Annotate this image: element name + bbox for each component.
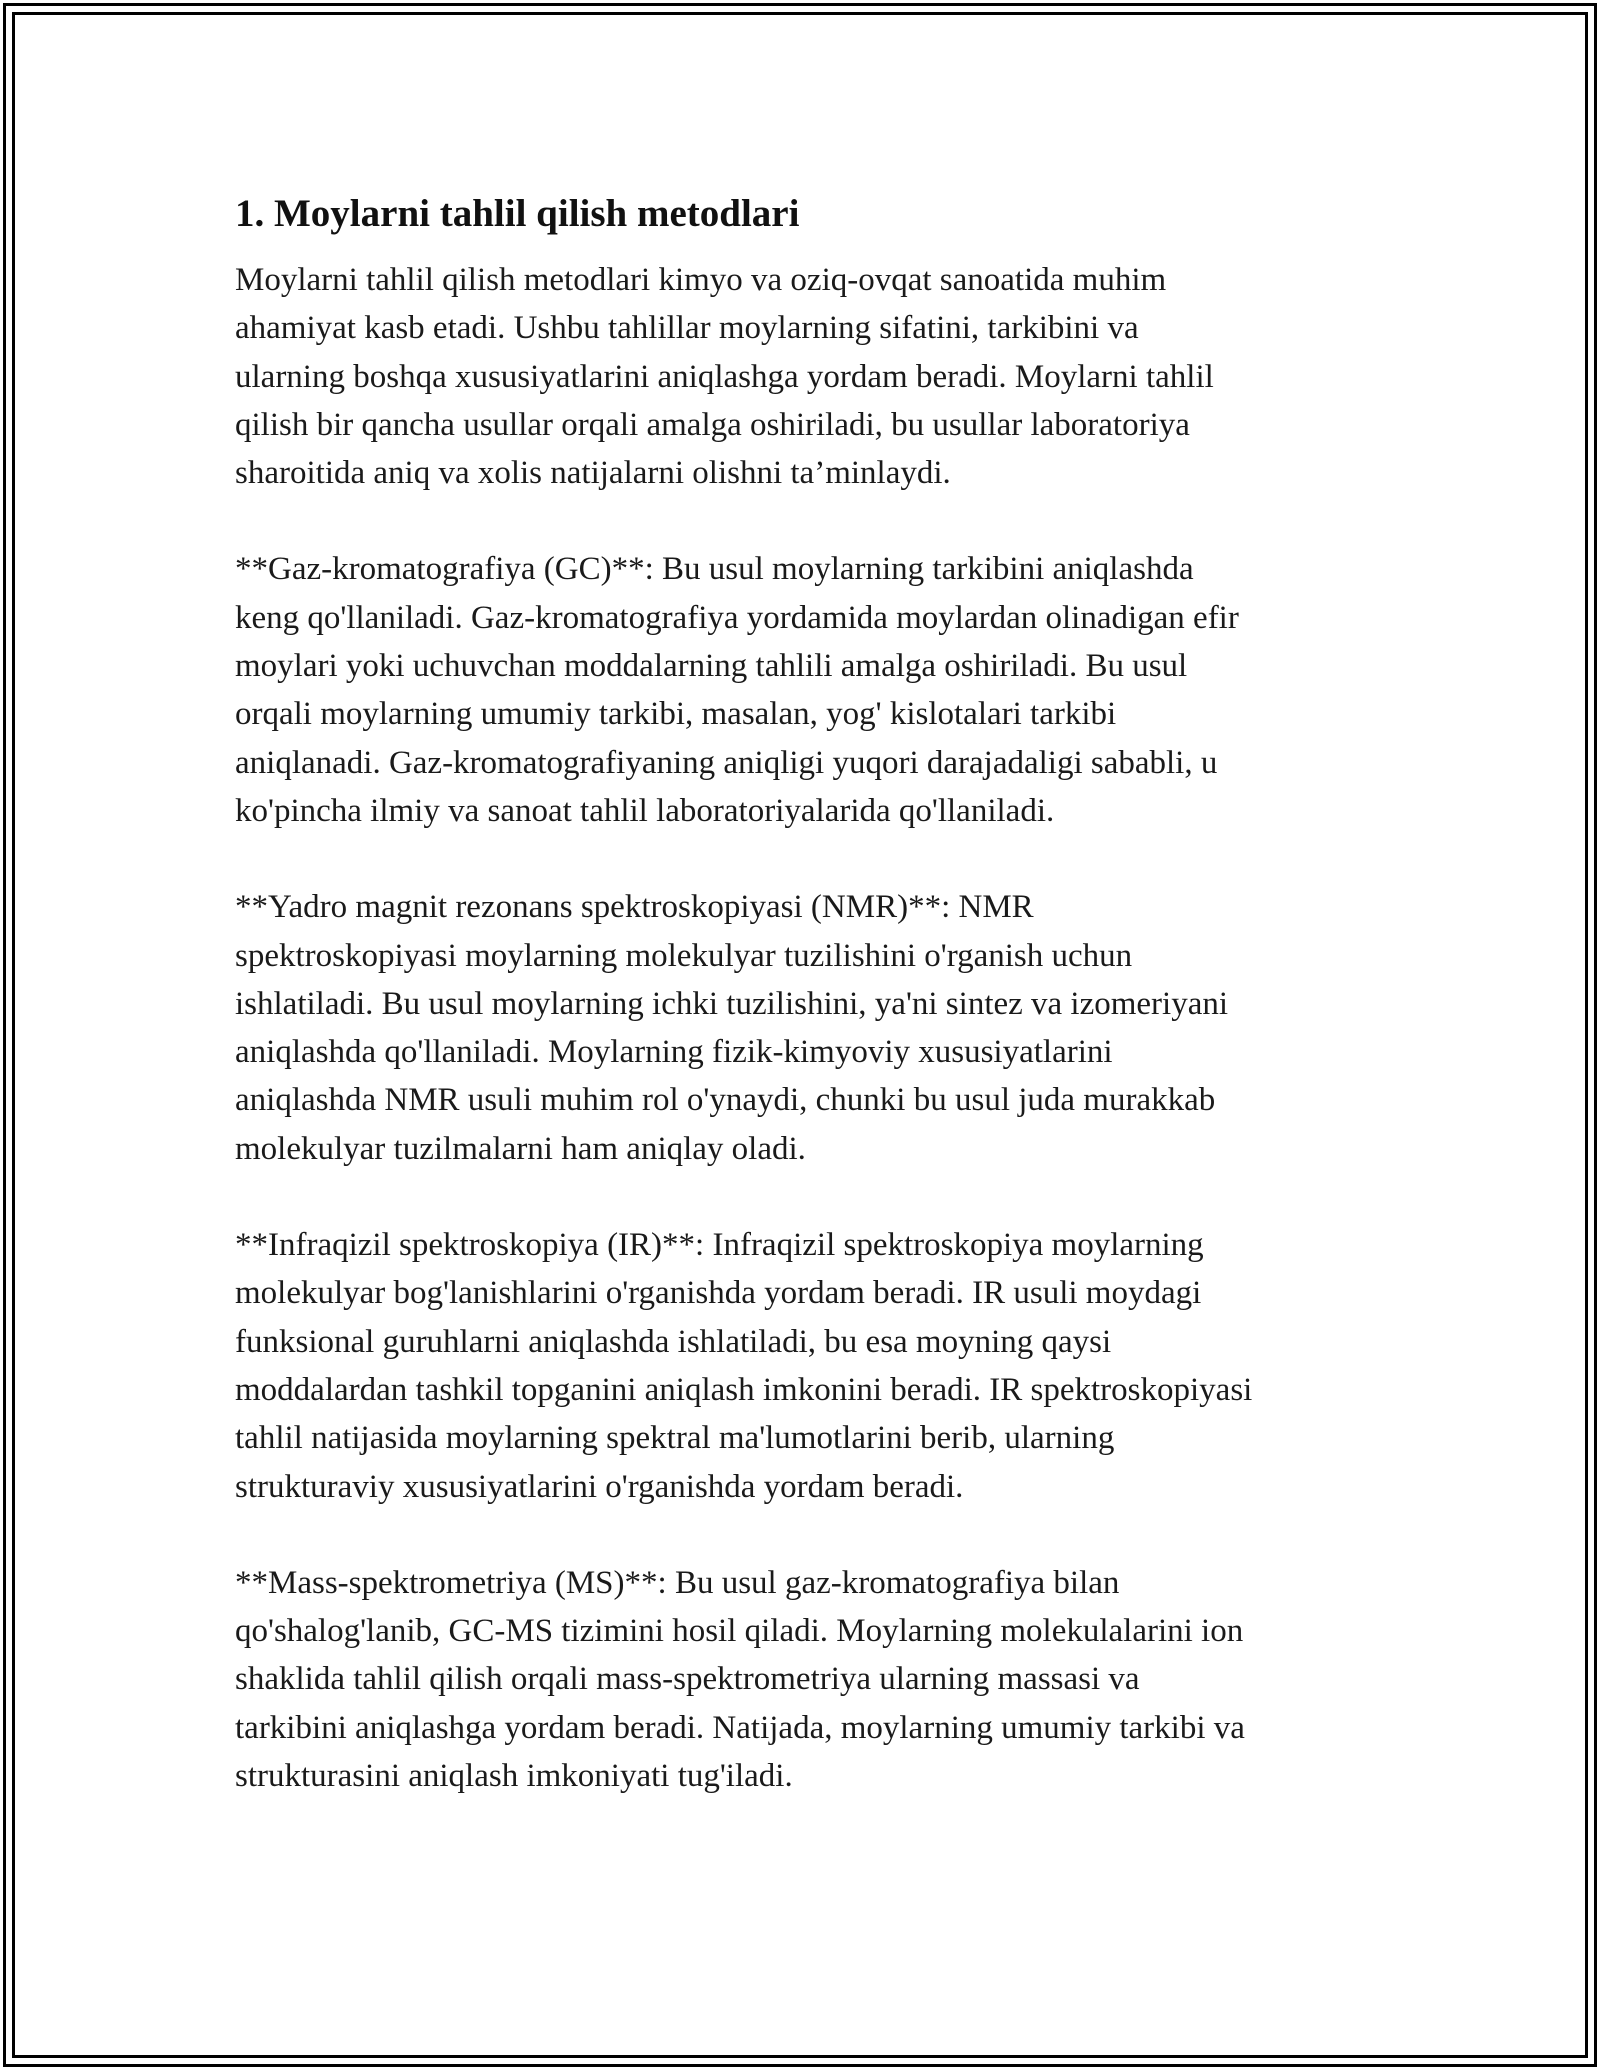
section-heading: 1. Moylarni tahlil qilish metodlari xyxy=(235,192,800,235)
paragraph-infrared: **Infraqizil spektroskopiya (IR)**: Infraqizil spektroskopiya moylarning molekulyar bog'lanishlarini o'rganishda yordam beradi. IR usuli moydagi funksional guruhlarni aniqlashda ishlatiladi, bu esa moyning qaysi moddalardan tashkil topganini aniqlash imkonini beradi. IR spektroskopiyasi tahlil natijasida moylarning spektral ma'lumotlarini berib, ularning strukturaviy xususiyatlarini o'rganishda yordam beradi. xyxy=(235,1227,1253,1505)
paragraph-mass-spectrometry: **Mass-spektrometriya (MS)**: Bu usul gaz-kromatografiya bilan qo'shalog'lanib, GC-MS tizimini hosil qiladi. Moylarning molekulalarini ion shaklida tahlil qilish orqali mass-spektrometriya ularning massasi va tarkibini aniqlashga yordam beradi. Natijada, moylarning umumiy tarkibi va strukturasini aniqlash imkoniyati tug'iladi. xyxy=(235,1564,1245,1795)
paragraph-gas-chromatography: **Gaz-kromatografiya (GC)**: Bu usul moylarning tarkibini aniqlashda keng qo'llaniladi. Gaz-kromatografiya yordamida moylardan olinadigan efir moylari yoki uchuvchan moddalarning tahlili amalga oshiriladi. Bu usul orqali moylarning umumiy tarkibi, masalan, yog' kislotalari tarkibi aniqlanadi. Gaz-kromatografiyaning aniqligi yuqori darajadaligi sababli, u ko'pincha ilmiy va sanoat tahlil laboratoriyalarida qo'llaniladi. xyxy=(235,551,1239,829)
paragraph-intro: Moylarni tahlil qilish metodlari kimyo va oziq-ovqat sanoatida muhim ahamiyat kasb etadi. Ushbu tahlillar moylarning sifatini, tarkibini va ularning boshqa xususiyatlarini aniqlashga yordam beradi. Moylarni tahlil qilish bir qancha usullar orqali amalga oshiriladi, bu usullar laboratoriya sharoitida aniq va xolis natijalarni olishni ta’minlaydi. xyxy=(235,262,1214,492)
paragraph-nmr: **Yadro magnit rezonans spektroskopiyasi (NMR)**: NMR spektroskopiyasi moylarning molekulyar tuzilishini o'rganish uchun ishlatiladi. Bu usul moylarning ichki tuzilishini, ya'ni sintez va izomeriyani aniqlashda qo'llaniladi. Moylarning fizik-kimyoviy xususiyatlarini aniqlashda NMR usuli muhim rol o'ynaydi, chunki bu usul juda murakkab molekulyar tuzilmalarni ham aniqlay oladi. xyxy=(235,889,1229,1167)
document-body xyxy=(235,186,1375,1848)
